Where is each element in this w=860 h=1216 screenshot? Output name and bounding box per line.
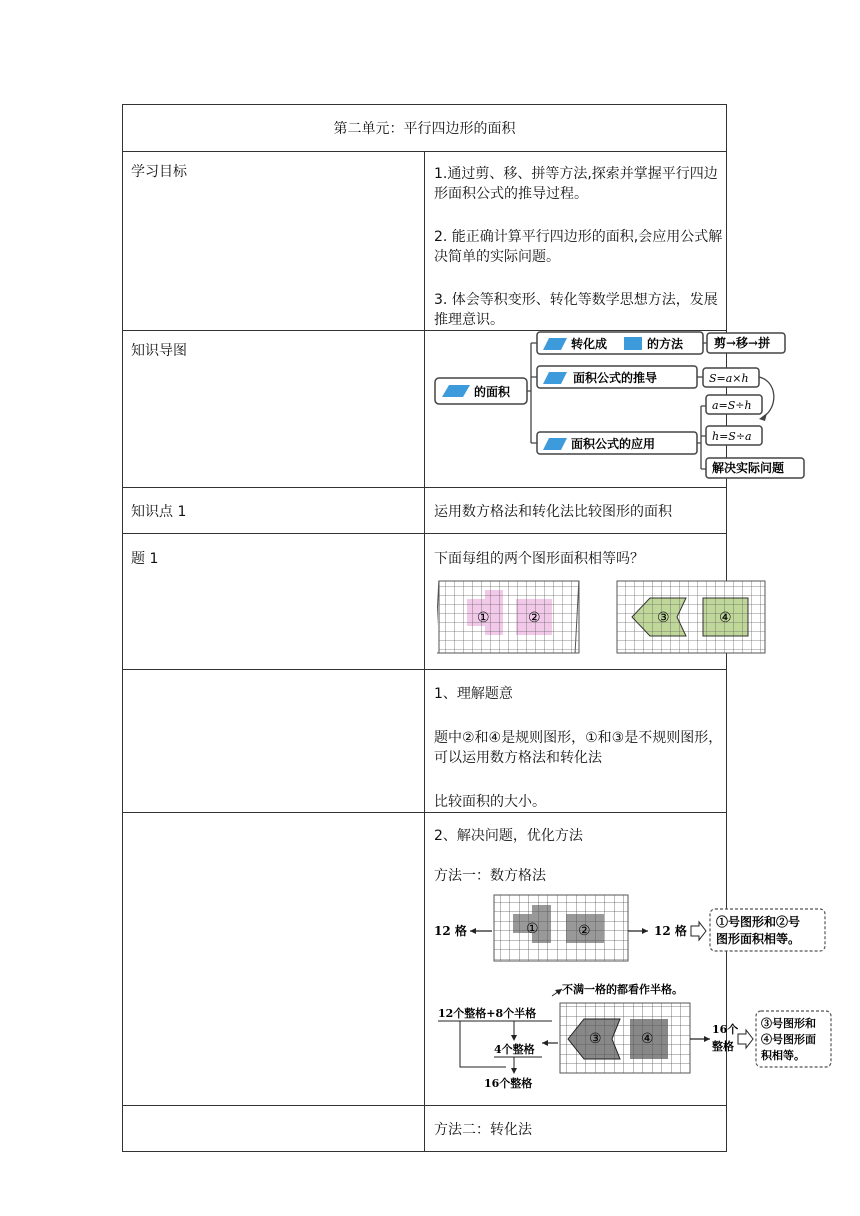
note-text: 不满一格的都看作半格。 — [562, 983, 683, 996]
step1-text2: 比较面积的大小。 — [434, 794, 546, 810]
mindmap-label: 知识导图 — [123, 331, 425, 488]
goal-2: 2. 能正确计算平行四边形的面积,会应用公式解决简单的实际问题。 — [434, 229, 723, 265]
knowledge-label: 知识点 1 — [123, 488, 425, 534]
conclusion2-a: ③号图形和 — [761, 1017, 816, 1030]
m1-fig2-label: ② — [578, 923, 591, 939]
apply-label: 解决实际问题 — [712, 461, 785, 475]
step1-text1: 题中②和④是规则图形，①和③是不规则图形，可以运用数方格法和转化法 — [434, 730, 723, 766]
problem-figure — [437, 578, 777, 658]
rectangle-icon — [624, 337, 642, 350]
goals-label: 学习目标 — [123, 152, 425, 331]
formula-s: S=a×h — [709, 372, 749, 385]
knowledge-mindmap — [425, 331, 860, 483]
branch3-label: 面积公式的应用 — [571, 437, 656, 451]
branch1-leaf: 剪→移→拼 — [714, 336, 771, 350]
conclusion1-b: 图形面积相等。 — [716, 932, 801, 946]
formula-a: a=S÷h — [712, 399, 752, 412]
conclusion1-a: ①号图形和②号 — [716, 915, 801, 929]
m1-fig4-label: ④ — [641, 1031, 654, 1047]
count-left: 12 格 — [434, 924, 467, 938]
branch2-label: 面积公式的推导 — [573, 371, 658, 385]
fig1-label: ① — [477, 610, 490, 626]
method1-figure — [434, 893, 860, 1091]
fig2-label: ② — [528, 610, 541, 626]
conclusion2-c: 积相等。 — [761, 1049, 805, 1062]
step2-title: 2、解决问题，优化方法 — [434, 828, 583, 844]
conclusion2-b: ④号图形面 — [761, 1033, 816, 1046]
calc3-text: 16个整格 — [484, 1077, 533, 1090]
method2-title: 方法二：转化法 — [425, 1106, 727, 1152]
branch1-b: 的方法 — [647, 337, 684, 351]
problem-label: 题 1 — [123, 534, 425, 670]
fig3-label: ③ — [657, 610, 670, 626]
calc2-text: 4个整格 — [494, 1043, 535, 1056]
unit-title: 第二单元：平行四边形的面积 — [123, 105, 727, 152]
fig4-label: ④ — [719, 610, 732, 626]
calc1-text: 12个整格+8个半格 — [438, 1007, 537, 1020]
count3-a: 16个 — [712, 1023, 739, 1036]
m1-fig1-label: ① — [526, 921, 539, 937]
count3-b: 整格 — [712, 1040, 734, 1053]
count-right: 12 格 — [654, 924, 687, 938]
method1-title: 方法一：数方格法 — [434, 868, 546, 884]
step1-title: 1、理解题意 — [434, 686, 513, 702]
branch1-a: 转化成 — [571, 337, 608, 351]
formula-h: h=S÷a — [712, 430, 752, 443]
problem-question: 下面每组的两个图形面积相等吗？ — [434, 551, 644, 567]
root-label: 的面积 — [474, 385, 511, 399]
knowledge-text: 运用数方格法和转化法比较图形的面积 — [425, 488, 727, 534]
goal-1: 1.通过剪、移、拼等方法,探索并掌握平行四边形面积公式的推导过程。 — [434, 166, 718, 202]
goal-3: 3. 体会等积变形、转化等数学思想方法，发展推理意识。 — [434, 292, 718, 328]
m1-fig3-label: ③ — [589, 1031, 602, 1047]
